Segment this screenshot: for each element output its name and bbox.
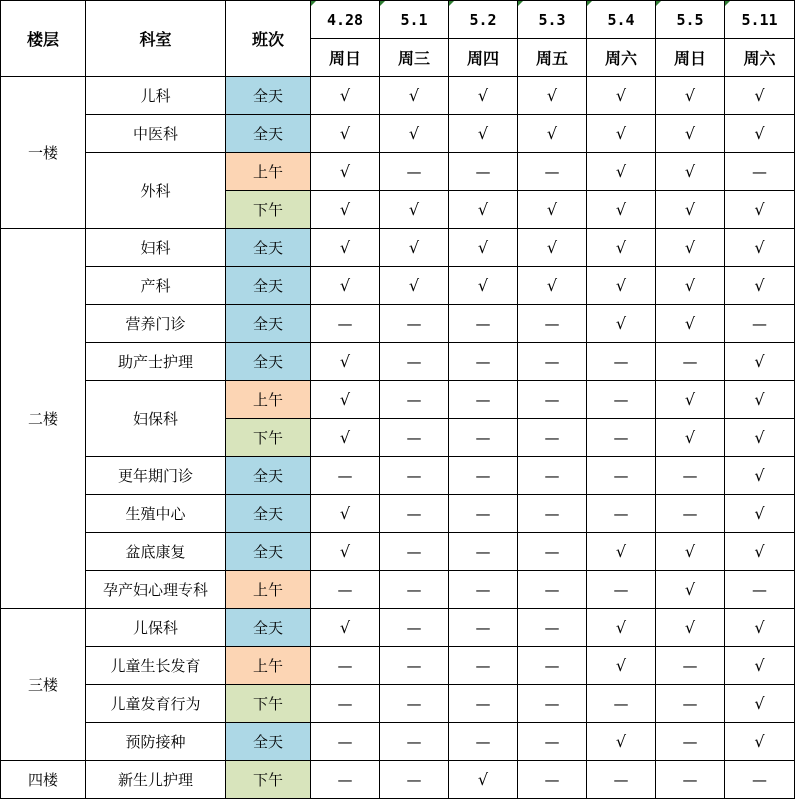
date-header: 5.4 bbox=[587, 1, 656, 39]
open-mark-cell: √ bbox=[656, 229, 725, 267]
department-cell: 妇保科 bbox=[86, 381, 226, 457]
date-header: 5.1 bbox=[380, 1, 449, 39]
closed-mark-cell: — bbox=[518, 343, 587, 381]
department-column-header: 科室 bbox=[86, 1, 226, 77]
shift-cell: 全天 bbox=[226, 115, 311, 153]
open-mark-cell: √ bbox=[587, 229, 656, 267]
department-cell: 孕产妇心理专科 bbox=[86, 571, 226, 609]
open-mark-cell: √ bbox=[449, 77, 518, 115]
open-mark-cell: √ bbox=[725, 381, 795, 419]
date-header: 4.28 bbox=[311, 1, 380, 39]
open-mark-cell: √ bbox=[725, 419, 795, 457]
table-row bbox=[1, 495, 795, 533]
shift-cell: 全天 bbox=[226, 305, 311, 343]
closed-mark-cell: — bbox=[380, 419, 449, 457]
shift-cell: 下午 bbox=[226, 761, 311, 799]
table-row bbox=[1, 571, 795, 609]
table-row bbox=[1, 533, 795, 571]
shift-cell: 全天 bbox=[226, 723, 311, 761]
closed-mark-cell: — bbox=[311, 305, 380, 343]
closed-mark-cell: — bbox=[449, 609, 518, 647]
shift-cell: 全天 bbox=[226, 495, 311, 533]
closed-mark-cell: — bbox=[380, 761, 449, 799]
shift-column-header: 班次 bbox=[226, 1, 311, 77]
shift-cell: 全天 bbox=[226, 609, 311, 647]
open-mark-cell: √ bbox=[311, 419, 380, 457]
closed-mark-cell: — bbox=[449, 533, 518, 571]
shift-cell: 全天 bbox=[226, 343, 311, 381]
department-cell: 外科 bbox=[86, 153, 226, 229]
open-mark-cell: √ bbox=[656, 115, 725, 153]
open-mark-cell: √ bbox=[518, 191, 587, 229]
closed-mark-cell: — bbox=[380, 153, 449, 191]
open-mark-cell: √ bbox=[311, 77, 380, 115]
open-mark-cell: √ bbox=[380, 77, 449, 115]
shift-cell: 全天 bbox=[226, 457, 311, 495]
closed-mark-cell: — bbox=[587, 685, 656, 723]
table-row bbox=[1, 343, 795, 381]
closed-mark-cell: — bbox=[656, 495, 725, 533]
floor-cell: 三楼 bbox=[1, 609, 86, 761]
closed-mark-cell: — bbox=[725, 305, 795, 343]
closed-mark-cell: — bbox=[518, 761, 587, 799]
open-mark-cell: √ bbox=[656, 381, 725, 419]
table-row bbox=[1, 761, 795, 799]
shift-cell: 上午 bbox=[226, 571, 311, 609]
open-mark-cell: √ bbox=[725, 495, 795, 533]
shift-cell: 下午 bbox=[226, 419, 311, 457]
closed-mark-cell: — bbox=[518, 723, 587, 761]
closed-mark-cell: — bbox=[518, 647, 587, 685]
closed-mark-cell: — bbox=[518, 685, 587, 723]
shift-cell: 全天 bbox=[226, 229, 311, 267]
closed-mark-cell: — bbox=[311, 685, 380, 723]
open-mark-cell: √ bbox=[725, 343, 795, 381]
closed-mark-cell: — bbox=[449, 723, 518, 761]
closed-mark-cell: — bbox=[449, 647, 518, 685]
closed-mark-cell: — bbox=[311, 723, 380, 761]
open-mark-cell: √ bbox=[587, 533, 656, 571]
closed-mark-cell: — bbox=[518, 153, 587, 191]
open-mark-cell: √ bbox=[587, 305, 656, 343]
shift-cell: 上午 bbox=[226, 381, 311, 419]
open-mark-cell: √ bbox=[311, 381, 380, 419]
closed-mark-cell: — bbox=[449, 685, 518, 723]
closed-mark-cell: — bbox=[380, 533, 449, 571]
department-cell: 更年期门诊 bbox=[86, 457, 226, 495]
closed-mark-cell: — bbox=[449, 343, 518, 381]
open-mark-cell: √ bbox=[449, 191, 518, 229]
department-cell: 助产士护理 bbox=[86, 343, 226, 381]
open-mark-cell: √ bbox=[311, 533, 380, 571]
closed-mark-cell: — bbox=[518, 495, 587, 533]
closed-mark-cell: — bbox=[518, 419, 587, 457]
open-mark-cell: √ bbox=[449, 115, 518, 153]
open-mark-cell: √ bbox=[656, 267, 725, 305]
department-cell: 中医科 bbox=[86, 115, 226, 153]
closed-mark-cell: — bbox=[449, 457, 518, 495]
closed-mark-cell: — bbox=[449, 381, 518, 419]
department-cell: 儿保科 bbox=[86, 609, 226, 647]
department-cell: 预防接种 bbox=[86, 723, 226, 761]
open-mark-cell: √ bbox=[725, 647, 795, 685]
weekday-header: 周六 bbox=[587, 39, 656, 77]
table-row bbox=[1, 381, 795, 419]
open-mark-cell: √ bbox=[311, 609, 380, 647]
open-mark-cell: √ bbox=[725, 685, 795, 723]
department-cell: 儿童发育行为 bbox=[86, 685, 226, 723]
closed-mark-cell: — bbox=[587, 343, 656, 381]
closed-mark-cell: — bbox=[518, 457, 587, 495]
department-cell: 营养门诊 bbox=[86, 305, 226, 343]
open-mark-cell: √ bbox=[587, 647, 656, 685]
closed-mark-cell: — bbox=[656, 723, 725, 761]
open-mark-cell: √ bbox=[311, 191, 380, 229]
closed-mark-cell: — bbox=[449, 495, 518, 533]
open-mark-cell: √ bbox=[587, 267, 656, 305]
open-mark-cell: √ bbox=[587, 77, 656, 115]
open-mark-cell: √ bbox=[656, 609, 725, 647]
open-mark-cell: √ bbox=[725, 267, 795, 305]
open-mark-cell: √ bbox=[725, 115, 795, 153]
shift-cell: 下午 bbox=[226, 191, 311, 229]
closed-mark-cell: — bbox=[587, 381, 656, 419]
open-mark-cell: √ bbox=[518, 267, 587, 305]
open-mark-cell: √ bbox=[587, 191, 656, 229]
closed-mark-cell: — bbox=[518, 609, 587, 647]
shift-cell: 全天 bbox=[226, 533, 311, 571]
closed-mark-cell: — bbox=[380, 343, 449, 381]
open-mark-cell: √ bbox=[311, 267, 380, 305]
open-mark-cell: √ bbox=[656, 419, 725, 457]
open-mark-cell: √ bbox=[725, 457, 795, 495]
table-row bbox=[1, 153, 795, 191]
open-mark-cell: √ bbox=[587, 153, 656, 191]
schedule-body bbox=[1, 1, 795, 799]
floor-cell: 二楼 bbox=[1, 229, 86, 609]
closed-mark-cell: — bbox=[587, 419, 656, 457]
open-mark-cell: √ bbox=[725, 609, 795, 647]
closed-mark-cell: — bbox=[380, 381, 449, 419]
department-cell: 生殖中心 bbox=[86, 495, 226, 533]
shift-cell: 下午 bbox=[226, 685, 311, 723]
table-row bbox=[1, 457, 795, 495]
closed-mark-cell: — bbox=[311, 457, 380, 495]
table-row bbox=[1, 77, 795, 115]
date-header: 5.11 bbox=[725, 1, 795, 39]
closed-mark-cell: — bbox=[380, 685, 449, 723]
shift-cell: 上午 bbox=[226, 647, 311, 685]
open-mark-cell: √ bbox=[311, 343, 380, 381]
closed-mark-cell: — bbox=[380, 609, 449, 647]
floor-cell: 四楼 bbox=[1, 761, 86, 799]
weekday-header: 周五 bbox=[518, 39, 587, 77]
date-header: 5.5 bbox=[656, 1, 725, 39]
closed-mark-cell: — bbox=[380, 457, 449, 495]
table-row bbox=[1, 723, 795, 761]
closed-mark-cell: — bbox=[449, 153, 518, 191]
weekday-header: 周三 bbox=[380, 39, 449, 77]
department-cell: 产科 bbox=[86, 267, 226, 305]
closed-mark-cell: — bbox=[380, 495, 449, 533]
open-mark-cell: √ bbox=[656, 153, 725, 191]
open-mark-cell: √ bbox=[587, 723, 656, 761]
closed-mark-cell: — bbox=[311, 571, 380, 609]
open-mark-cell: √ bbox=[380, 229, 449, 267]
closed-mark-cell: — bbox=[311, 647, 380, 685]
open-mark-cell: √ bbox=[587, 609, 656, 647]
closed-mark-cell: — bbox=[587, 495, 656, 533]
open-mark-cell: √ bbox=[311, 115, 380, 153]
closed-mark-cell: — bbox=[725, 571, 795, 609]
closed-mark-cell: — bbox=[656, 457, 725, 495]
closed-mark-cell: — bbox=[656, 761, 725, 799]
closed-mark-cell: — bbox=[518, 533, 587, 571]
open-mark-cell: √ bbox=[380, 191, 449, 229]
closed-mark-cell: — bbox=[380, 571, 449, 609]
open-mark-cell: √ bbox=[449, 267, 518, 305]
date-header: 5.2 bbox=[449, 1, 518, 39]
closed-mark-cell: — bbox=[518, 571, 587, 609]
closed-mark-cell: — bbox=[725, 153, 795, 191]
table-row bbox=[1, 229, 795, 267]
floor-column-header: 楼层 bbox=[1, 1, 86, 77]
open-mark-cell: √ bbox=[311, 495, 380, 533]
closed-mark-cell: — bbox=[656, 343, 725, 381]
closed-mark-cell: — bbox=[725, 761, 795, 799]
table-row bbox=[1, 305, 795, 343]
open-mark-cell: √ bbox=[518, 77, 587, 115]
department-cell: 新生儿护理 bbox=[86, 761, 226, 799]
open-mark-cell: √ bbox=[725, 191, 795, 229]
open-mark-cell: √ bbox=[380, 115, 449, 153]
weekday-header: 周日 bbox=[311, 39, 380, 77]
closed-mark-cell: — bbox=[449, 571, 518, 609]
open-mark-cell: √ bbox=[587, 115, 656, 153]
open-mark-cell: √ bbox=[380, 267, 449, 305]
closed-mark-cell: — bbox=[587, 761, 656, 799]
weekday-header: 周四 bbox=[449, 39, 518, 77]
table-row bbox=[1, 685, 795, 723]
closed-mark-cell: — bbox=[449, 305, 518, 343]
open-mark-cell: √ bbox=[725, 77, 795, 115]
open-mark-cell: √ bbox=[449, 761, 518, 799]
date-header: 5.3 bbox=[518, 1, 587, 39]
table-row bbox=[1, 609, 795, 647]
closed-mark-cell: — bbox=[380, 305, 449, 343]
shift-cell: 上午 bbox=[226, 153, 311, 191]
closed-mark-cell: — bbox=[656, 647, 725, 685]
shift-cell: 全天 bbox=[226, 267, 311, 305]
open-mark-cell: √ bbox=[725, 533, 795, 571]
table-row bbox=[1, 115, 795, 153]
department-cell: 盆底康复 bbox=[86, 533, 226, 571]
table-row bbox=[1, 647, 795, 685]
weekday-header: 周六 bbox=[725, 39, 795, 77]
closed-mark-cell: — bbox=[518, 381, 587, 419]
open-mark-cell: √ bbox=[518, 229, 587, 267]
closed-mark-cell: — bbox=[656, 685, 725, 723]
open-mark-cell: √ bbox=[656, 305, 725, 343]
closed-mark-cell: — bbox=[587, 571, 656, 609]
open-mark-cell: √ bbox=[311, 229, 380, 267]
open-mark-cell: √ bbox=[725, 229, 795, 267]
open-mark-cell: √ bbox=[725, 723, 795, 761]
department-cell: 儿科 bbox=[86, 77, 226, 115]
weekday-header: 周日 bbox=[656, 39, 725, 77]
shift-cell: 全天 bbox=[226, 77, 311, 115]
closed-mark-cell: — bbox=[449, 419, 518, 457]
closed-mark-cell: — bbox=[380, 647, 449, 685]
floor-cell: 一楼 bbox=[1, 77, 86, 229]
open-mark-cell: √ bbox=[449, 229, 518, 267]
header-row-dates bbox=[1, 1, 795, 39]
open-mark-cell: √ bbox=[311, 153, 380, 191]
open-mark-cell: √ bbox=[656, 533, 725, 571]
department-cell: 妇科 bbox=[86, 229, 226, 267]
closed-mark-cell: — bbox=[587, 457, 656, 495]
open-mark-cell: √ bbox=[656, 571, 725, 609]
open-mark-cell: √ bbox=[656, 191, 725, 229]
department-cell: 儿童生长发育 bbox=[86, 647, 226, 685]
closed-mark-cell: — bbox=[311, 761, 380, 799]
open-mark-cell: √ bbox=[656, 77, 725, 115]
open-mark-cell: √ bbox=[518, 115, 587, 153]
closed-mark-cell: — bbox=[380, 723, 449, 761]
table-row bbox=[1, 267, 795, 305]
closed-mark-cell: — bbox=[518, 305, 587, 343]
